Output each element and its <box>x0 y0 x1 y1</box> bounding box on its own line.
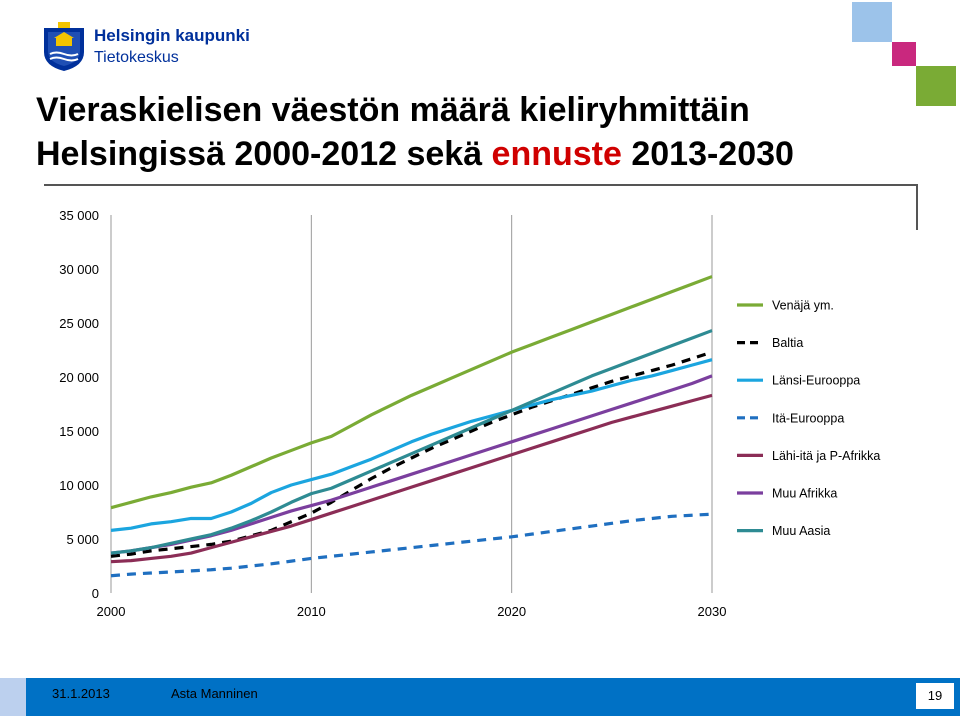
legend-label: Länsi-Eurooppa <box>772 373 861 388</box>
footer-bar <box>0 678 960 716</box>
page-number: 19 <box>916 683 954 709</box>
legend-label: Muu Aasia <box>772 524 831 539</box>
footer-author: Asta Manninen <box>171 686 258 701</box>
y-tick-label: 35 000 <box>59 208 99 223</box>
x-tick-label: 2000 <box>96 604 126 619</box>
y-tick-label: 15 000 <box>59 424 99 439</box>
legend-label: Venäjä ym. <box>772 298 834 313</box>
y-tick-label: 30 000 <box>59 262 99 277</box>
legend-label: Lähi-itä ja P-Afrikka <box>772 448 881 463</box>
legend-label: Baltia <box>772 336 804 351</box>
title-line2-end: 2013-2030 <box>621 135 794 173</box>
y-tick-label: 0 <box>91 586 99 601</box>
footer-date: 31.1.2013 <box>52 686 110 701</box>
title-line2-start: Helsingissä 2000-2012 sekä <box>36 135 492 173</box>
x-tick-label: 2010 <box>296 604 326 619</box>
footer-accent <box>0 678 26 716</box>
series-line <box>111 514 712 576</box>
x-tick-label: 2030 <box>697 604 727 619</box>
series-line <box>111 376 712 553</box>
y-tick-label: 20 000 <box>59 370 99 385</box>
y-tick-label: 10 000 <box>59 478 99 493</box>
logo-department-name: Tietokeskus <box>94 49 179 66</box>
legend-label: Itä-Eurooppa <box>772 411 845 426</box>
x-tick-label: 2020 <box>497 604 527 619</box>
legend-label: Muu Afrikka <box>772 486 838 501</box>
title-highlight-forecast: ennuste <box>491 135 622 173</box>
y-tick-label: 5 000 <box>66 532 99 547</box>
title-line1: Vieraskielisen väestön määrä kieliryhmittäin <box>36 91 750 129</box>
logo-city-name: Helsingin kaupunki <box>94 26 250 45</box>
y-tick-label: 25 000 <box>59 316 99 331</box>
series-line <box>111 360 712 531</box>
